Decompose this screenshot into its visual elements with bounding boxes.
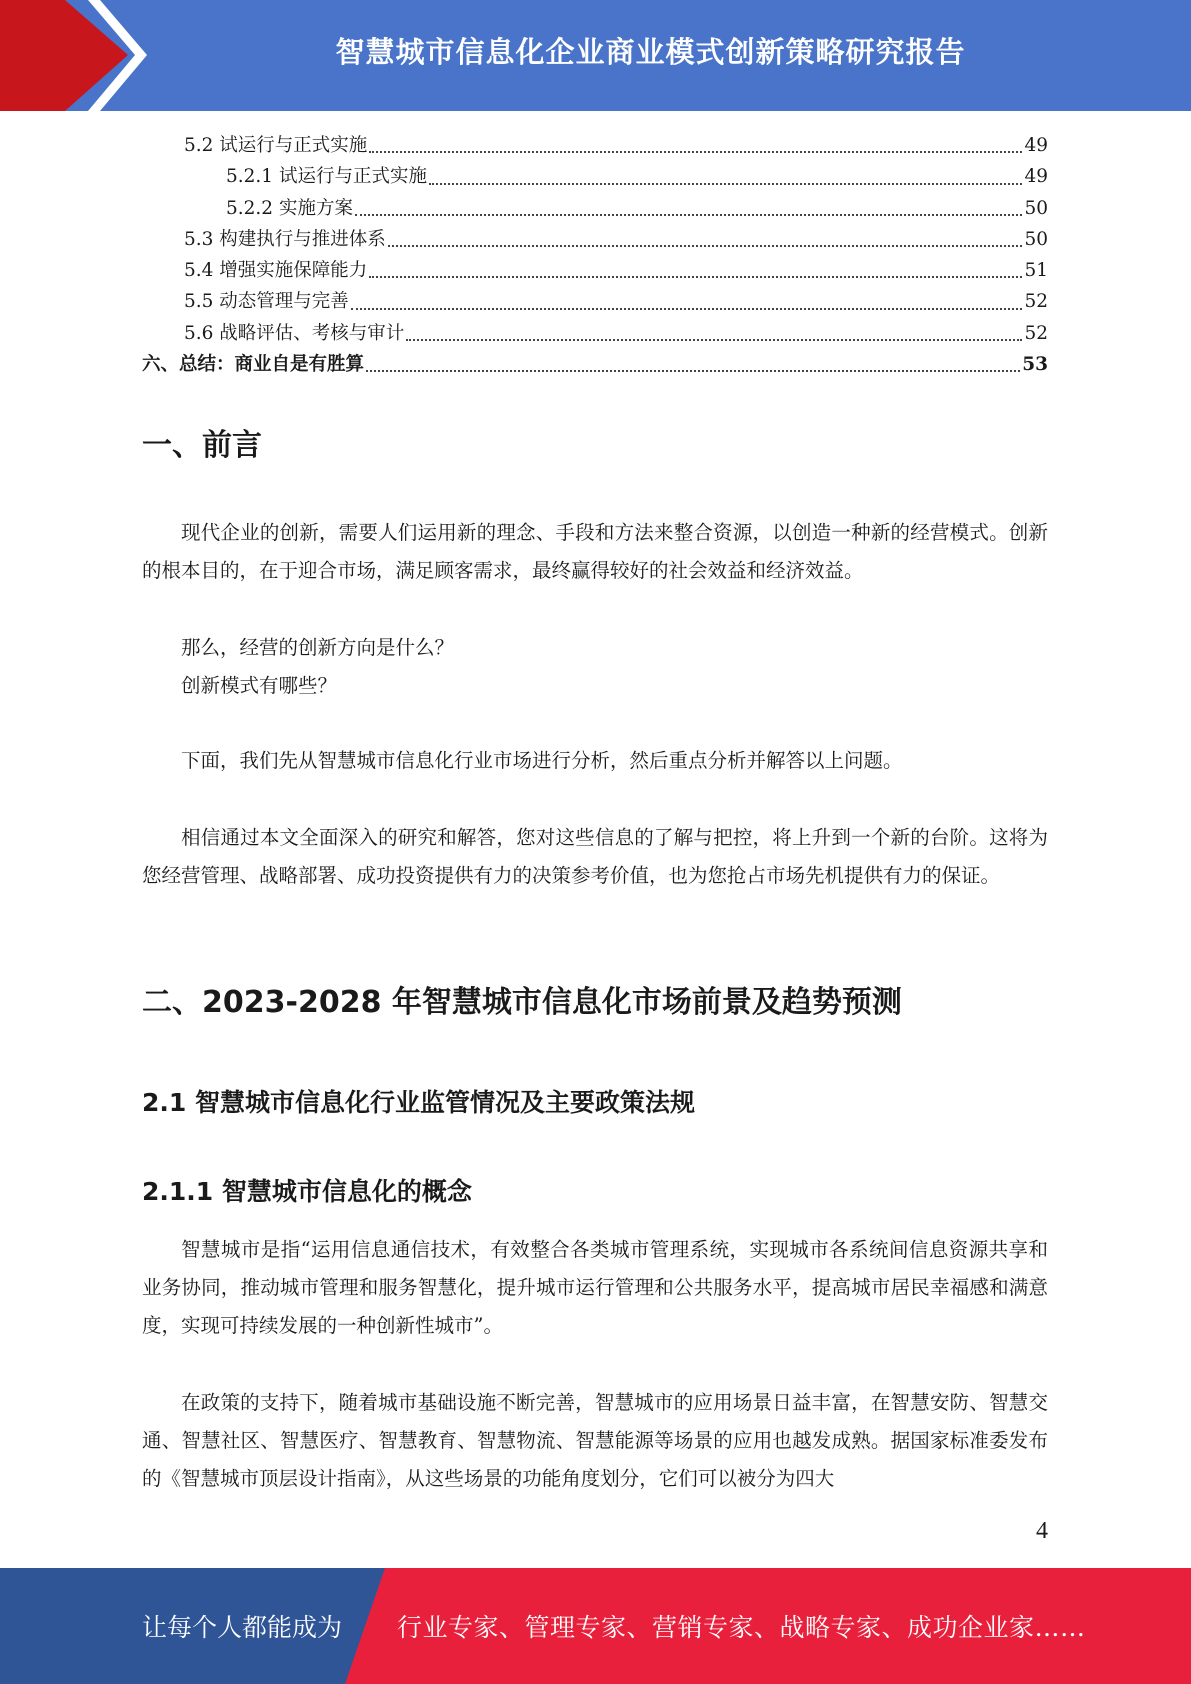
page-header	[0, 0, 1191, 111]
toc-dot-leader	[351, 308, 1023, 310]
section-2-1-1-paragraph-1: 智慧城市是指“运用信息通信技术，有效整合各类城市管理系统，实现城市各系统间信息资源共享和业务协同，推动城市管理和服务智慧化，提升城市运行管理和公共服务水平，提高城市居民幸福感和满意度，实现可持续发展的一种创新性城市”。	[142, 1238, 1048, 1337]
toc-entry-page: 51	[1024, 260, 1048, 282]
toc-entry[interactable]	[142, 161, 1048, 192]
toc-entry-label: 5.6 战略评估、考核与审计	[184, 322, 405, 344]
toc-dot-leader	[355, 214, 1023, 216]
toc-entry-page: 53	[1022, 354, 1048, 376]
toc-entry-chapter[interactable]	[142, 349, 1048, 380]
toc-entry-label: 5.2 试运行与正式实施	[184, 135, 368, 156]
toc-entry-page: 50	[1024, 228, 1048, 250]
toc-dot-leader	[369, 276, 1022, 278]
toc-entry[interactable]	[142, 318, 1048, 349]
preface-question-2: 创新模式有哪些？	[181, 674, 338, 697]
toc-dot-leader	[388, 245, 1023, 247]
toc-entry[interactable]	[142, 130, 1048, 161]
toc-entry-label: 5.2.2 实施方案	[226, 197, 353, 219]
toc-dot-leader	[366, 370, 1020, 372]
report-title: 智慧城市信息化企业商业模式创新策略研究报告	[335, 34, 966, 69]
preface-paragraph-2: 下面，我们先从智慧城市信息化行业市场进行分析，然后重点分析并解答以上问题。	[181, 749, 903, 772]
heading-section-2-1-1: 2.1.1 智慧城市信息化的概念	[142, 1177, 472, 1206]
toc-entry-page: 49	[1024, 135, 1048, 156]
toc-entry-page: 52	[1024, 291, 1048, 313]
toc-entry[interactable]	[142, 255, 1048, 286]
toc-entry-page: 50	[1024, 197, 1048, 219]
heading-chapter-2: 二、2023-2028 年智慧城市信息化市场前景及趋势预测	[142, 985, 902, 1020]
toc-entry[interactable]	[142, 224, 1048, 255]
preface-question-1: 那么，经营的创新方向是什么？	[181, 636, 455, 659]
toc-entry-label: 5.3 构建执行与推进体系	[184, 228, 386, 250]
footer-slogan-left: 让每个人都能成为	[142, 1613, 343, 1642]
toc-entry-label: 5.4 增强实施保障能力	[184, 260, 368, 282]
page-number: 4	[1036, 1518, 1048, 1544]
preface-paragraph-3: 相信通过本文全面深入的研究和解答，您对这些信息的了解与把控，将上升到一个新的台阶。这将为您经营管理、战略部署、成功投资提供有力的决策参考价值，也为您抢占市场先机提供有力的保证。	[142, 826, 1048, 887]
toc-entry-label: 5.5 动态管理与完善	[184, 291, 349, 313]
heading-preface: 一、前言	[142, 428, 262, 463]
toc-entry[interactable]	[142, 286, 1048, 317]
toc-entry-page: 49	[1024, 166, 1048, 188]
table-of-contents	[142, 130, 1048, 380]
toc-entry-page: 52	[1024, 322, 1048, 344]
toc-entry-label: 六、总结：商业自是有胜算	[142, 354, 365, 376]
toc-entry[interactable]	[142, 193, 1048, 224]
section-2-1-1-paragraph-2: 在政策的支持下，随着城市基础设施不断完善，智慧城市的应用场景日益丰富，在智慧安防、智慧交通、智慧社区、智慧医疗、智慧教育、智慧物流、智慧能源等场景的应用也越发成熟。据国家标准委发布的《智慧城市顶层设计指南》，从这些场景的功能角度划分，它们可以被分为四大	[142, 1391, 1048, 1490]
toc-dot-leader	[429, 183, 1022, 185]
toc-entry-label: 5.2.1 试运行与正式实施	[226, 166, 427, 188]
toc-dot-leader	[406, 339, 1022, 341]
page-footer	[0, 1568, 1191, 1684]
toc-dot-leader	[369, 151, 1022, 153]
heading-section-2-1: 2.1 智慧城市信息化行业监管情况及主要政策法规	[142, 1088, 695, 1117]
preface-paragraph-1: 现代企业的创新，需要人们运用新的理念、手段和方法来整合资源，以创造一种新的经营模式。创新的根本目的，在于迎合市场，满足顾客需求，最终赢得较好的社会效益和经济效益。	[142, 521, 1048, 582]
footer-slogan-right: 行业专家、管理专家、营销专家、战略专家、成功企业家……	[397, 1613, 1086, 1642]
